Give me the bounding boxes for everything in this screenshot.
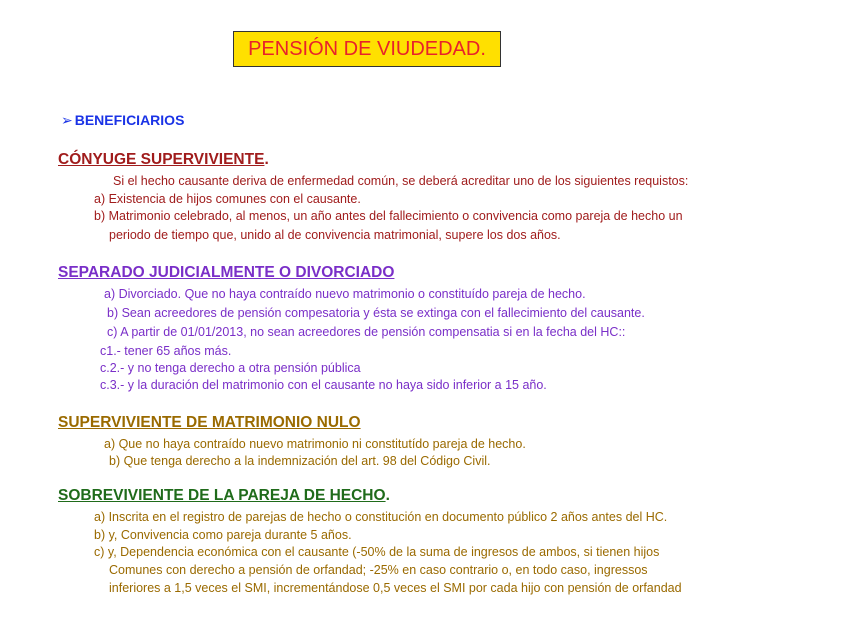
pareja-line: Comunes con derecho a pensión de orfandad; -25% en caso contrario o, en todo caso, ingressos — [109, 563, 648, 577]
conyuge-line: Si el hecho causante deriva de enfermedad común, se deberá acreditar uno de los siguientes requistos: — [113, 174, 689, 188]
pareja-line: a) Inscrita en el registro de parejas de hecho o constitución en documento público 2 años antes del HC. — [94, 510, 668, 524]
separado-line: c) A partir de 01/01/2013, no sean acreedores de pensión compensatia si en la fecha del HC:: — [107, 325, 626, 339]
conyuge-line: periodo de tiempo que, unido al de convivencia matrimonial, supere los dos años. — [109, 228, 561, 242]
pareja-line: b) y, Convivencia como pareja durante 5 años. — [94, 528, 352, 542]
arrow-bullet-icon: ➢ — [61, 112, 73, 128]
conyuge-line: b) Matrimonio celebrado, al menos, un año antes del fallecimiento o convivencia como pareja de hecho un — [94, 209, 683, 223]
separado-line: b) Sean acreedores de pensión compesatoria y ésta se extinga con el fallecimiento del causante. — [107, 306, 645, 320]
heading-conyuge-dot: . — [264, 151, 269, 168]
separado-line: c1.- tener 65 años más. — [100, 344, 232, 358]
heading-pareja — [58, 487, 390, 505]
separado-line: c.2.- y no tenga derecho a otra pensión pública — [100, 361, 361, 375]
heading-separado: SEPARADO JUDICIALMENTE O DIVORCIADO — [58, 264, 395, 281]
heading-nulo: SUPERVIVIENTE DE MATRIMONIO NULO — [58, 414, 361, 431]
separado-line: c.3.- y la duración del matrimonio con el causante no haya sido inferior a 15 año. — [100, 378, 547, 392]
heading-pareja-text: SOBREVIVIENTE DE LA PAREJA DE HECHO — [58, 487, 386, 504]
separado-line: a) Divorciado. Que no haya contraído nuevo matrimonio o constituído pareja de hecho. — [104, 287, 586, 301]
section-beneficiarios — [61, 112, 184, 129]
heading-pareja-dot: . — [385, 487, 390, 504]
heading-conyuge — [58, 151, 269, 169]
pareja-line: inferiores a 1,5 veces el SMI, incrementándose 0,5 veces el SMI por cada hijo con pensión de orfandad — [109, 581, 682, 595]
page-title: PENSIÓN DE VIUDEDAD. — [233, 31, 501, 67]
conyuge-line: a) Existencia de hijos comunes con el causante. — [94, 192, 361, 206]
nulo-line: a) Que no haya contraído nuevo matrimonio ni constitutído pareja de hecho. — [104, 437, 526, 451]
beneficiarios-label: BENEFICIARIOS — [74, 112, 185, 128]
nulo-line: b) Que tenga derecho a la indemnización del art. 98 del Código Civil. — [109, 454, 491, 468]
pareja-line: c) y, Dependencia económica con el causante (-50% de la suma de ingresos de ambos, si tienen hijos — [94, 545, 660, 559]
heading-conyuge-text: CÓNYUGE SUPERVIVIENTE — [58, 151, 265, 168]
